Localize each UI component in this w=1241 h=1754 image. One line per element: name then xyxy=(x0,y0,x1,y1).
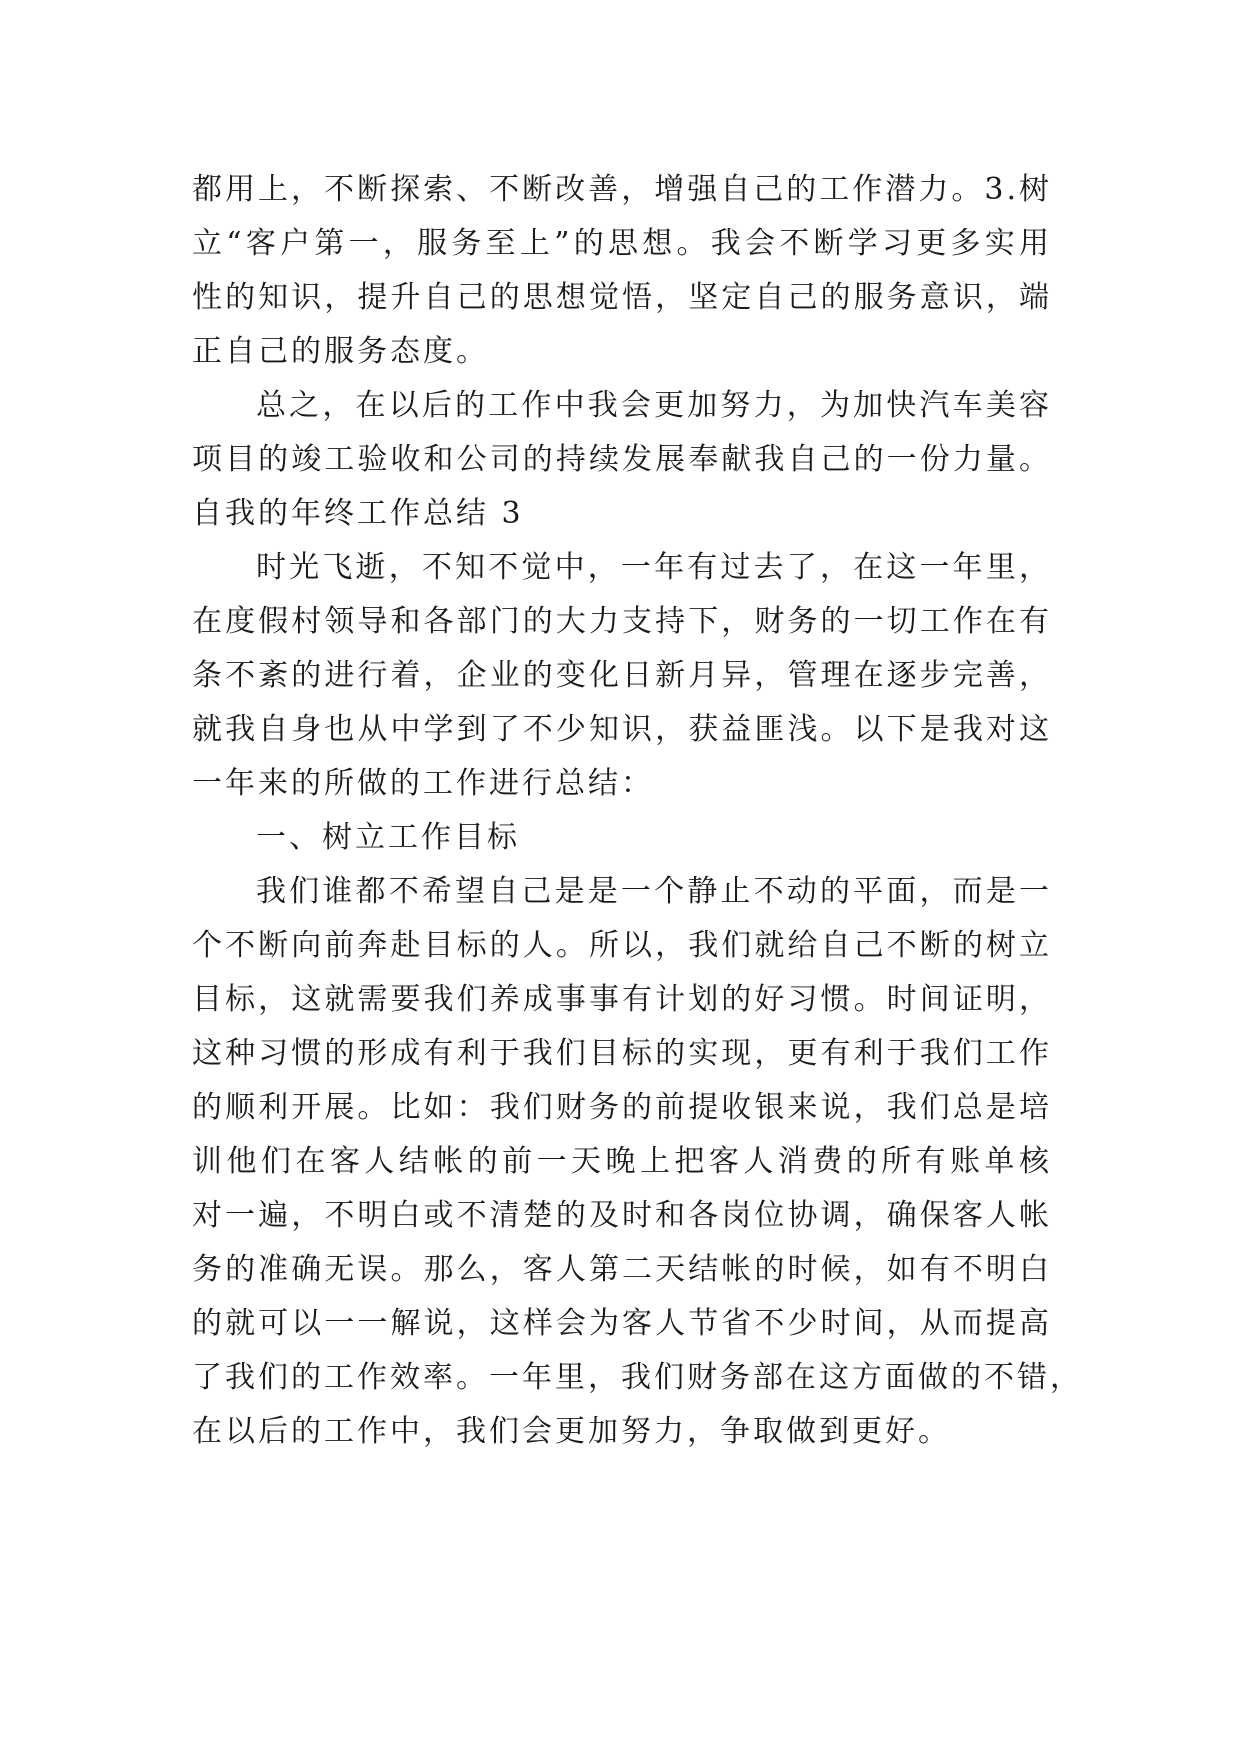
paragraph-line: 个不断向前奔赴目标的人。所以，我们就给自己不断的树立 xyxy=(192,928,1052,963)
paragraph-line: 在度假村领导和各部门的大力支持下，财务的一切工作在有 xyxy=(192,604,1052,639)
paragraph-line: 目标，这就需要我们养成事事有计划的好习惯。时间证明， xyxy=(192,982,1052,1017)
paragraph-line: 的顺利开展。比如：我们财务的前提收银来说，我们总是培 xyxy=(192,1090,1052,1125)
section-heading: 自我的年终工作总结 3 xyxy=(192,496,524,531)
paragraph-line: 都用上，不断探索、不断改善，增强自己的工作潜力。3.树 xyxy=(192,172,1052,207)
paragraph-line: 正自己的服务态度。 xyxy=(192,334,489,369)
paragraph-line: 条不紊的进行着，企业的变化日新月异，管理在逐步完善， xyxy=(192,658,1052,693)
paragraph-line: 项目的竣工验收和公司的持续发展奉献我自己的一份力量。 xyxy=(192,442,1052,477)
paragraph-line: 一年来的所做的工作进行总结： xyxy=(192,766,654,801)
paragraph-line: 对一遍，不明白或不清楚的及时和各岗位协调，确保客人帐 xyxy=(192,1198,1052,1233)
paragraph-line: 时光飞逝，不知不觉中，一年有过去了，在这一年里， xyxy=(256,550,1052,585)
paragraph-line: 总之，在以后的工作中我会更加努力，为加快汽车美容 xyxy=(256,388,1052,423)
paragraph-line: 这种习惯的形成有利于我们目标的实现，更有利于我们工作 xyxy=(192,1036,1052,1071)
subsection-heading: 一、树立工作目标 xyxy=(256,820,520,855)
paragraph-line: 我们谁都不希望自己是是一个静止不动的平面，而是一 xyxy=(256,874,1052,909)
paragraph-line: 务的准确无误。那么，客人第二天结帐的时候，如有不明白 xyxy=(192,1252,1052,1287)
paragraph-line: 了我们的工作效率。一年里，我们财务部在这方面做的不错， xyxy=(192,1360,1083,1395)
paragraph-line: 就我自身也从中学到了不少知识，获益匪浅。以下是我对这 xyxy=(192,712,1052,747)
paragraph-line: 立“客户第一，服务至上”的思想。我会不断学习更多实用 xyxy=(192,226,1052,261)
paragraph-line: 性的知识，提升自己的思想觉悟，坚定自己的服务意识，端 xyxy=(192,280,1052,315)
paragraph-line: 的就可以一一解说，这样会为客人节省不少时间，从而提高 xyxy=(192,1306,1052,1341)
paragraph-line: 训他们在客人结帐的前一天晚上把客人消费的所有账单核 xyxy=(192,1144,1052,1179)
paragraph-line: 在以后的工作中，我们会更加努力，争取做到更好。 xyxy=(192,1414,951,1449)
